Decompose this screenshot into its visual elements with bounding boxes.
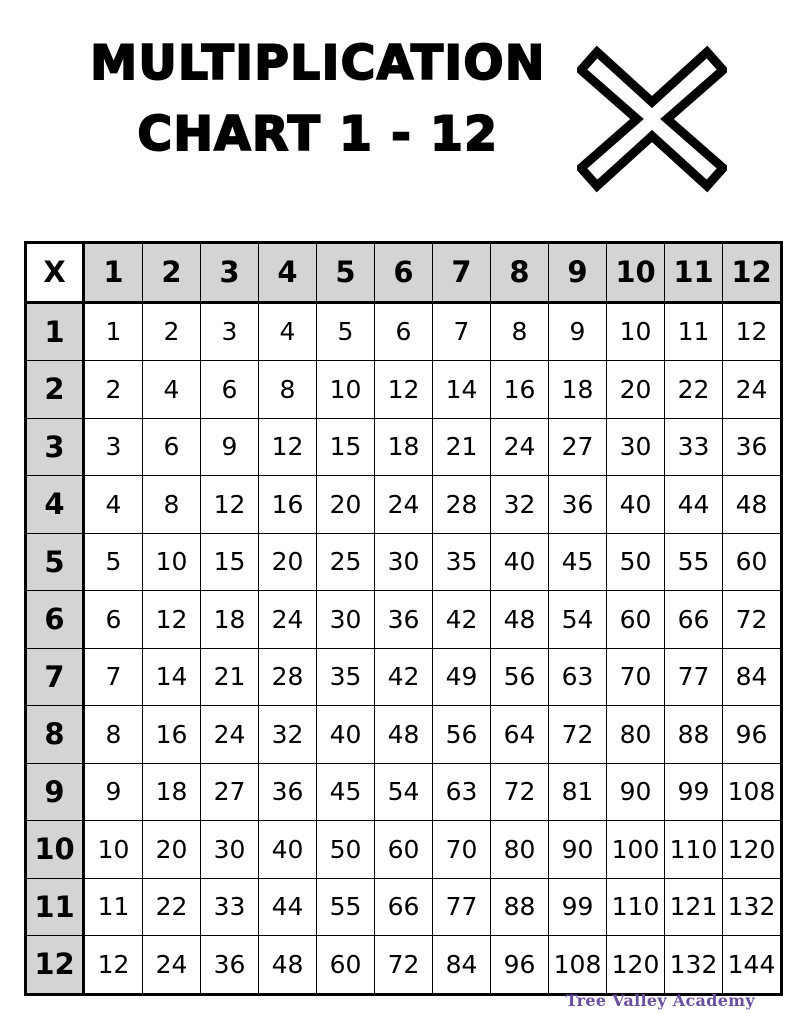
table-cell: 18 — [143, 763, 201, 821]
table-cell: 80 — [491, 821, 549, 879]
table-cell: 15 — [201, 533, 259, 591]
table-row-header: 9 — [26, 763, 84, 821]
table-cell: 20 — [143, 821, 201, 879]
table-cell: 36 — [375, 591, 433, 649]
table-cell: 81 — [549, 763, 607, 821]
table-cell: 24 — [259, 591, 317, 649]
table-cell: 108 — [723, 763, 782, 821]
table-cell: 49 — [433, 648, 491, 706]
table-cell: 96 — [723, 706, 782, 764]
table-cell: 108 — [549, 936, 607, 995]
table-cell: 10 — [607, 302, 665, 361]
table-header-row — [26, 243, 782, 303]
table-corner-cell: X — [26, 243, 84, 303]
table-cell: 36 — [723, 418, 782, 476]
table-cell: 3 — [201, 302, 259, 361]
table-cell: 56 — [491, 648, 549, 706]
table-cell: 42 — [375, 648, 433, 706]
table-cell: 27 — [201, 763, 259, 821]
table-cell: 132 — [665, 936, 723, 995]
table-cell: 18 — [201, 591, 259, 649]
table-cell: 40 — [317, 706, 375, 764]
table-cell: 12 — [375, 361, 433, 419]
table-cell: 40 — [259, 821, 317, 879]
table-cell: 84 — [723, 648, 782, 706]
table-cell: 16 — [491, 361, 549, 419]
table-cell: 44 — [259, 878, 317, 936]
table-cell: 99 — [665, 763, 723, 821]
table-cell: 66 — [375, 878, 433, 936]
table-cell: 14 — [433, 361, 491, 419]
table-column-header: 1 — [84, 243, 143, 303]
table-cell: 88 — [665, 706, 723, 764]
table-cell: 48 — [723, 476, 782, 534]
table-cell: 2 — [143, 302, 201, 361]
table-cell: 36 — [259, 763, 317, 821]
table-column-header: 9 — [549, 243, 607, 303]
table-cell: 55 — [665, 533, 723, 591]
table-row-header: 1 — [26, 302, 84, 361]
table-cell: 30 — [607, 418, 665, 476]
multiplication-table — [24, 241, 783, 996]
table-cell: 60 — [375, 821, 433, 879]
table-cell: 21 — [201, 648, 259, 706]
table-cell: 21 — [433, 418, 491, 476]
table-row-header: 11 — [26, 878, 84, 936]
table-cell: 63 — [433, 763, 491, 821]
table-cell: 110 — [607, 878, 665, 936]
table-cell: 4 — [259, 302, 317, 361]
table-cell: 8 — [491, 302, 549, 361]
table-cell: 42 — [433, 591, 491, 649]
table-row — [26, 936, 782, 995]
table-cell: 20 — [607, 361, 665, 419]
table-column-header: 5 — [317, 243, 375, 303]
table-cell: 60 — [607, 591, 665, 649]
table-cell: 40 — [607, 476, 665, 534]
table-cell: 32 — [259, 706, 317, 764]
table-cell: 1 — [84, 302, 143, 361]
table-cell: 72 — [549, 706, 607, 764]
table-cell: 6 — [143, 418, 201, 476]
table-cell: 24 — [723, 361, 782, 419]
table-cell: 35 — [433, 533, 491, 591]
table-cell: 50 — [317, 821, 375, 879]
table-cell: 20 — [259, 533, 317, 591]
table-cell: 7 — [84, 648, 143, 706]
table-cell: 96 — [491, 936, 549, 995]
page-title — [58, 36, 578, 162]
table-row-header: 6 — [26, 591, 84, 649]
table-cell: 54 — [375, 763, 433, 821]
table-cell: 6 — [84, 591, 143, 649]
table-cell: 3 — [84, 418, 143, 476]
table-cell: 33 — [665, 418, 723, 476]
table-row-header: 8 — [26, 706, 84, 764]
table-cell: 48 — [491, 591, 549, 649]
table-column-header: 2 — [143, 243, 201, 303]
table-cell: 22 — [143, 878, 201, 936]
table-column-header: 7 — [433, 243, 491, 303]
table-cell: 54 — [549, 591, 607, 649]
table-column-header: 4 — [259, 243, 317, 303]
table-cell: 11 — [665, 302, 723, 361]
table-cell: 55 — [317, 878, 375, 936]
table-row — [26, 418, 782, 476]
table-cell: 9 — [84, 763, 143, 821]
table-cell: 7 — [433, 302, 491, 361]
table-cell: 8 — [84, 706, 143, 764]
table-cell: 72 — [723, 591, 782, 649]
table-cell: 18 — [375, 418, 433, 476]
table-cell: 16 — [143, 706, 201, 764]
table-cell: 6 — [201, 361, 259, 419]
table-row — [26, 591, 782, 649]
table-cell: 15 — [317, 418, 375, 476]
table-row-header: 10 — [26, 821, 84, 879]
multiplication-table-container — [24, 241, 776, 996]
table-cell: 77 — [433, 878, 491, 936]
table-cell: 120 — [607, 936, 665, 995]
table-column-header: 8 — [491, 243, 549, 303]
title-line-1: MULTIPLICATION — [90, 36, 546, 91]
table-cell: 10 — [317, 361, 375, 419]
table-cell: 90 — [549, 821, 607, 879]
table-cell: 5 — [317, 302, 375, 361]
table-cell: 121 — [665, 878, 723, 936]
table-cell: 90 — [607, 763, 665, 821]
table-column-header: 12 — [723, 243, 782, 303]
table-cell: 144 — [723, 936, 782, 995]
table-cell: 80 — [607, 706, 665, 764]
table-cell: 30 — [375, 533, 433, 591]
table-cell: 8 — [143, 476, 201, 534]
table-cell: 8 — [259, 361, 317, 419]
table-cell: 132 — [723, 878, 782, 936]
table-cell: 56 — [433, 706, 491, 764]
title-line-2: CHART 1 - 12 — [137, 107, 499, 162]
table-cell: 28 — [259, 648, 317, 706]
table-cell: 12 — [143, 591, 201, 649]
table-row — [26, 706, 782, 764]
table-cell: 18 — [549, 361, 607, 419]
table-cell: 45 — [317, 763, 375, 821]
table-cell: 4 — [84, 476, 143, 534]
table-cell: 72 — [491, 763, 549, 821]
table-cell: 64 — [491, 706, 549, 764]
table-row-header: 12 — [26, 936, 84, 995]
table-row-header: 7 — [26, 648, 84, 706]
table-cell: 66 — [665, 591, 723, 649]
table-cell: 32 — [491, 476, 549, 534]
table-cell: 110 — [665, 821, 723, 879]
footer-credit: Tree Valley Academy — [565, 991, 755, 1010]
table-cell: 10 — [143, 533, 201, 591]
table-cell: 63 — [549, 648, 607, 706]
table-cell: 36 — [201, 936, 259, 995]
table-cell: 77 — [665, 648, 723, 706]
table-cell: 84 — [433, 936, 491, 995]
table-cell: 35 — [317, 648, 375, 706]
table-column-header: 3 — [201, 243, 259, 303]
table-cell: 2 — [84, 361, 143, 419]
table-cell: 70 — [433, 821, 491, 879]
table-cell: 72 — [375, 936, 433, 995]
table-cell: 28 — [433, 476, 491, 534]
table-row — [26, 476, 782, 534]
table-cell: 30 — [317, 591, 375, 649]
table-cell: 4 — [143, 361, 201, 419]
table-cell: 24 — [375, 476, 433, 534]
table-cell: 60 — [317, 936, 375, 995]
table-row — [26, 302, 782, 361]
table-row-header: 2 — [26, 361, 84, 419]
table-cell: 100 — [607, 821, 665, 879]
table-cell: 48 — [259, 936, 317, 995]
table-cell: 12 — [259, 418, 317, 476]
table-cell: 12 — [84, 936, 143, 995]
table-cell: 44 — [665, 476, 723, 534]
table-row-header: 5 — [26, 533, 84, 591]
table-cell: 27 — [549, 418, 607, 476]
table-column-header: 10 — [607, 243, 665, 303]
table-row — [26, 648, 782, 706]
table-cell: 70 — [607, 648, 665, 706]
table-cell: 14 — [143, 648, 201, 706]
table-row-header: 3 — [26, 418, 84, 476]
table-cell: 50 — [607, 533, 665, 591]
table-cell: 40 — [491, 533, 549, 591]
table-row — [26, 533, 782, 591]
table-cell: 24 — [491, 418, 549, 476]
table-cell: 88 — [491, 878, 549, 936]
table-cell: 12 — [723, 302, 782, 361]
table-row — [26, 361, 782, 419]
table-cell: 11 — [84, 878, 143, 936]
table-row — [26, 763, 782, 821]
table-column-header: 11 — [665, 243, 723, 303]
page-header — [28, 34, 763, 214]
table-column-header: 6 — [375, 243, 433, 303]
table-row — [26, 878, 782, 936]
table-cell: 36 — [549, 476, 607, 534]
table-cell: 9 — [201, 418, 259, 476]
table-cell: 45 — [549, 533, 607, 591]
table-cell: 24 — [143, 936, 201, 995]
table-cell: 10 — [84, 821, 143, 879]
table-cell: 120 — [723, 821, 782, 879]
table-cell: 48 — [375, 706, 433, 764]
table-cell: 22 — [665, 361, 723, 419]
table-cell: 9 — [549, 302, 607, 361]
table-cell: 12 — [201, 476, 259, 534]
table-cell: 60 — [723, 533, 782, 591]
table-cell: 5 — [84, 533, 143, 591]
table-cell: 30 — [201, 821, 259, 879]
table-cell: 99 — [549, 878, 607, 936]
x-multiplication-icon — [577, 44, 727, 194]
table-row-header: 4 — [26, 476, 84, 534]
table-cell: 33 — [201, 878, 259, 936]
table-cell: 16 — [259, 476, 317, 534]
table-cell: 6 — [375, 302, 433, 361]
table-row — [26, 821, 782, 879]
table-cell: 25 — [317, 533, 375, 591]
table-cell: 20 — [317, 476, 375, 534]
table-cell: 24 — [201, 706, 259, 764]
